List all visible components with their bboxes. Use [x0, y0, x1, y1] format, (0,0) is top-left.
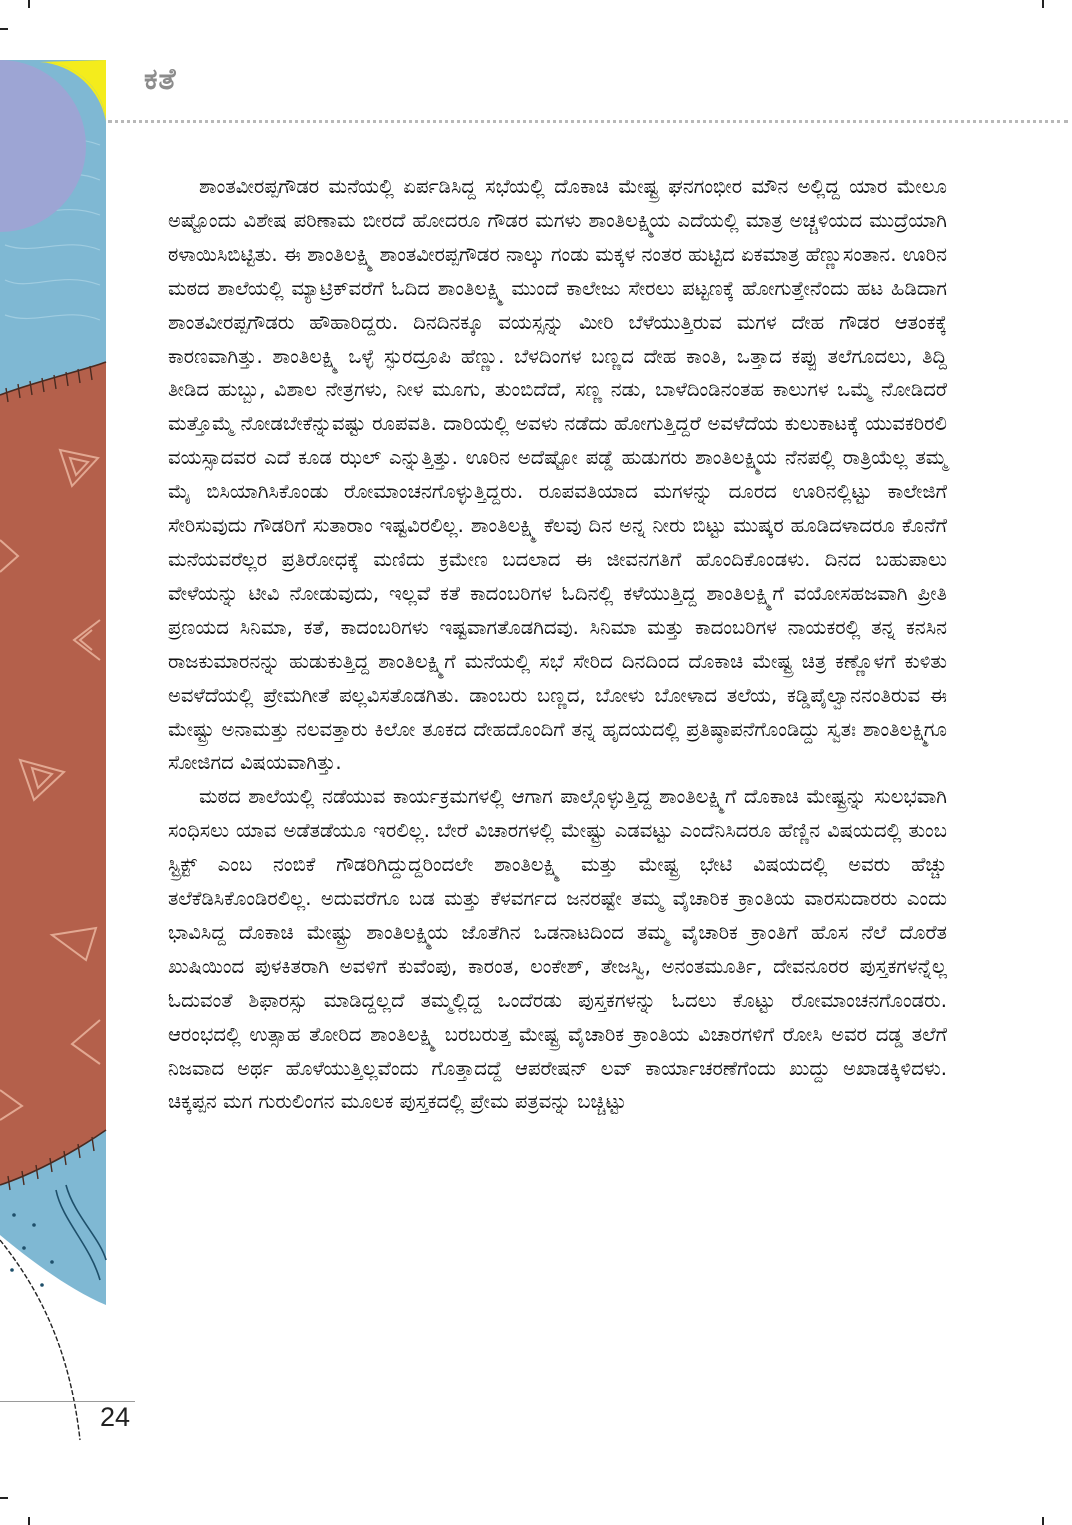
crop-mark	[1042, 1517, 1044, 1525]
page-number: 24	[100, 1402, 131, 1432]
story-body	[168, 170, 947, 1119]
story-paragraph: ಶಾಂತವೀರಪ್ಪಗೌಡರ ಮನೆಯಲ್ಲಿ ಏರ್ಪಡಿಸಿದ್ದ ಸಭೆಯಲ್ಲಿ ದೊಕಾಚಿ ಮೇಷ್ಟ್ರ ಘನಗಂಭೀರ ಮೌನ ಅಲ್ಲಿದ್ದ ಯಾರ ಮೇಲೂ ಅಷ್ಟೊಂದು ವಿಶೇಷ ಪರಿಣಾಮ ಬೀರದೆ ಹೋದರೂ ಗೌಡರ ಮಗಳು ಶಾಂತಿಲಕ್ಷ್ಮಿಯ ಎದೆಯಲ್ಲಿ ಮಾತ್ರ ಅಚ್ಚಳಿಯದ ಮುದ್ರೆಯಾಗಿ ಠಳಾಯಿಸಿಬಿಟ್ಟಿತು. ಈ ಶಾಂತಿಲಕ್ಷ್ಮಿ ಶಾಂತವೀರಪ್ಪಗೌಡರ ನಾಲ್ಕು ಗಂಡು ಮಕ್ಕಳ ನಂತರ ಹುಟ್ಟಿದ ಏಕಮಾತ್ರ ಹೆಣ್ಣುಸಂತಾನ. ಊರಿನ ಮಠದ ಶಾಲೆಯಲ್ಲಿ ಮ್ಯಾಟ್ರಿಕ್‌ವರೆಗೆ ಓದಿದ ಶಾಂತಿಲಕ್ಷ್ಮಿ ಮುಂದೆ ಕಾಲೇಜು ಸೇರಲು ಪಟ್ಟಣಕ್ಕೆ ಹೋಗುತ್ತೇನೆಂದು ಹಟ ಹಿಡಿದಾಗ ಶಾಂತವೀರಪ್ಪಗೌಡರು ಹೌಹಾರಿದ್ದರು. ದಿನದಿನಕ್ಕೂ ವಯಸ್ಸನ್ನು ಮೀರಿ ಬೆಳೆಯುತ್ತಿರುವ ಮಗಳ ದೇಹ ಗೌಡರ ಆತಂಕಕ್ಕೆ ಕಾರಣವಾಗಿತ್ತು. ಶಾಂತಿಲಕ್ಷ್ಮಿ ಒಳ್ಳೆ ಸ್ಫುರದ್ರೂಪಿ ಹೆಣ್ಣು. ಬೆಳದಿಂಗಳ ಬಣ್ಣದ ದೇಹ ಕಾಂತಿ, ಒತ್ತಾದ ಕಪ್ಪು ತಲೆಗೂದಲು, ತಿದ್ದಿ ತೀಡಿದ ಹುಬ್ಬು, ವಿಶಾಲ ನೇತ್ರಗಳು, ನೀಳ ಮೂಗು, ತುಂಬಿದೆದೆ, ಸಣ್ಣ ನಡು, ಬಾಳೆದಿಂಡಿನಂತಹ ಕಾಲುಗಳ ಒಮ್ಮೆ ನೋಡಿದರೆ ಮತ್ತೊಮ್ಮೆ ನೋಡಬೇಕೆನ್ನುವಷ್ಟು ರೂಪವತಿ. ದಾರಿಯಲ್ಲಿ ಅವಳು ನಡೆದು ಹೋಗುತ್ತಿದ್ದರೆ ಅವಳೆದೆಯ ಕುಲುಕಾಟಕ್ಕೆ ಯುವಕರಿರಲಿ ವಯಸ್ಸಾದವರ ಎದೆ ಕೂಡ ಝಲ್ ಎನ್ನುತ್ತಿತ್ತು. ಊರಿನ ಅದೆಷ್ಟೋ ಪಡ್ಡೆ ಹುಡುಗರು ಶಾಂತಿಲಕ್ಷ್ಮಿಯ ನೆನಪಲ್ಲಿ ರಾತ್ರಿಯೆಲ್ಲ ತಮ್ಮ ಮೈ ಬಿಸಿಯಾಗಿಸಿಕೊಂಡು ರೋಮಾಂಚನಗೊಳ್ಳುತ್ತಿದ್ದರು. ರೂಪವತಿಯಾದ ಮಗಳನ್ನು ದೂರದ ಊರಿನಲ್ಲಿಟ್ಟು ಕಾಲೇಜಿಗೆ ಸೇರಿಸುವುದು ಗೌಡರಿಗೆ ಸುತಾರಾಂ ಇಷ್ಟವಿರಲಿಲ್ಲ. ಶಾಂತಿಲಕ್ಷ್ಮಿ ಕೆಲವು ದಿನ ಅನ್ನ ನೀರು ಬಿಟ್ಟು ಮುಷ್ಕರ ಹೂಡಿದಳಾದರೂ ಕೊನೆಗೆ ಮನೆಯವರೆಲ್ಲರ ಪ್ರತಿರೋಧಕ್ಕೆ ಮಣಿದು ಕ್ರಮೇಣ ಬದಲಾದ ಈ ಜೀವನಗತಿಗೆ ಹೊಂದಿಕೊಂಡಳು. ದಿನದ ಬಹುಪಾಲು ವೇಳೆಯನ್ನು ಟೀವಿ ನೋಡುವುದು, ಇಲ್ಲವೆ ಕತೆ ಕಾದಂಬರಿಗಳ ಓದಿನಲ್ಲಿ ಕಳೆಯುತ್ತಿದ್ದ ಶಾಂತಿಲಕ್ಷ್ಮಿಗೆ ವಯೋಸಹಜವಾಗಿ ಪ್ರೀತಿ ಪ್ರಣಯದ ಸಿನಿಮಾ, ಕತೆ, ಕಾದಂಬರಿಗಳು ಇಷ್ಟವಾಗತೊಡಗಿದವು. ಸಿನಿಮಾ ಮತ್ತು ಕಾದಂಬರಿಗಳ ನಾಯಕರಲ್ಲಿ ತನ್ನ ಕನಸಿನ ರಾಜಕುಮಾರನನ್ನು ಹುಡುಕುತ್ತಿದ್ದ ಶಾಂತಿಲಕ್ಷ್ಮಿಗೆ ಮನೆಯಲ್ಲಿ ಸಭೆ ಸೇರಿದ ದಿನದಿಂದ ದೊಕಾಚಿ ಮೇಷ್ಟ್ರ ಚಿತ್ರ ಕಣ್ಣೊಳಗೆ ಕುಳಿತು ಅವಳೆದೆಯಲ್ಲಿ ಪ್ರೇಮಗೀತೆ ಪಲ್ಲವಿಸತೊಡಗಿತು. ಡಾಂಬರು ಬಣ್ಣದ, ಬೋಳು ಬೋಳಾದ ತಲೆಯ, ಕಡ್ಡಿಪೈಲ್ವಾನನಂತಿರುವ ಈ ಮೇಷ್ಟ್ರು ಅನಾಮತ್ತು ನಲವತ್ತಾರು ಕಿಲೋ ತೂಕದ ದೇಹದೊಂದಿಗೆ ತನ್ನ ಹೃದಯದಲ್ಲಿ ಪ್ರತಿಷ್ಠಾಪನೆಗೊಂಡಿದ್ದು ಸ್ವತಃ ಶಾಂತಿಲಕ್ಷ್ಮಿಗೂ ಸೋಜಿಗದ ವಿಷಯವಾಗಿತ್ತು.	[168, 175, 947, 775]
side-illustration	[0, 0, 140, 1450]
crop-mark	[1042, 0, 1044, 8]
crop-mark	[0, 1497, 8, 1499]
story-paragraph: ಮಠದ ಶಾಲೆಯಲ್ಲಿ ನಡೆಯುವ ಕಾರ್ಯಕ್ರಮಗಳಲ್ಲಿ ಆಗಾಗ ಪಾಲ್ಗೊಳ್ಳುತ್ತಿದ್ದ ಶಾಂತಿಲಕ್ಷ್ಮಿಗೆ ದೊಕಾಚಿ ಮೇಷ್ಟ್ರನ್ನು ಸುಲಭವಾಗಿ ಸಂಧಿಸಲು ಯಾವ ಅಡೆತಡೆಯೂ ಇರಲಿಲ್ಲ. ಬೇರೆ ವಿಚಾರಗಳಲ್ಲಿ ಮೇಷ್ಟ್ರು ಎಡವಟ್ಟು ಎಂದೆನಿಸಿದರೂ ಹೆಣ್ಣಿನ ವಿಷಯದಲ್ಲಿ ತುಂಬ ಸ್ಟ್ರಿಕ್ಟ್ ಎಂಬ ನಂಬಿಕೆ ಗೌಡರಿಗಿದ್ದುದ್ದರಿಂದಲೇ ಶಾಂತಿಲಕ್ಷ್ಮಿ ಮತ್ತು ಮೇಷ್ಟ್ರ ಭೇಟಿ ವಿಷಯದಲ್ಲಿ ಅವರು ಹೆಚ್ಚು ತಲೆಕೆಡಿಸಿಕೊಂಡಿರಲಿಲ್ಲ. ಅದುವರೆಗೂ ಬಡ ಮತ್ತು ಕೆಳವರ್ಗದ ಜನರಷ್ಟೇ ತಮ್ಮ ವೈಚಾರಿಕ ಕ್ರಾಂತಿಯ ವಾರಸುದಾರರು ಎಂದು ಭಾವಿಸಿದ್ದ ದೊಕಾಚಿ ಮೇಷ್ಟ್ರು ಶಾಂತಿಲಕ್ಷ್ಮಿಯ ಜೊತೆಗಿನ ಒಡನಾಟದಿಂದ ತಮ್ಮ ವೈಚಾರಿಕ ಕ್ರಾಂತಿಗೆ ಹೊಸ ನೆಲೆ ದೊರೆತ ಖುಷಿಯಿಂದ ಪುಳಕಿತರಾಗಿ ಅವಳಿಗೆ ಕುವೆಂಪು, ಕಾರಂತ, ಲಂಕೇಶ್, ತೇಜಸ್ವಿ, ಅನಂತಮೂರ್ತಿ, ದೇವನೂರರ ಪುಸ್ತಕಗಳನ್ನೆಲ್ಲ ಓದುವಂತೆ ಶಿಫಾರಸ್ಸು ಮಾಡಿದ್ದಲ್ಲದೆ ತಮ್ಮಲ್ಲಿದ್ದ ಒಂದೆರಡು ಪುಸ್ತಕಗಳನ್ನು ಓದಲು ಕೊಟ್ಟು ರೋಮಾಂಚನಗೊಂಡರು. ಆರಂಭದಲ್ಲಿ ಉತ್ಸಾಹ ತೋರಿದ ಶಾಂತಿಲಕ್ಷ್ಮಿ ಬರಬರುತ್ತ ಮೇಷ್ಟ್ರ ವೈಚಾರಿಕ ಕ್ರಾಂತಿಯ ವಿಚಾರಗಳಿಗೆ ರೋಸಿ ಅವರ ದಡ್ಡ ತಲೆಗೆ ನಿಜವಾದ ಅರ್ಥ ಹೊಳೆಯುತ್ತಿಲ್ಲವೆಂದು ಗೊತ್ತಾದದ್ದೆ ಆಪರೇಷನ್ ಲವ್ ಕಾರ್ಯಾಚರಣೆಗೆಂದು ಖುದ್ದು ಅಖಾಡಕ್ಕಿಳಿದಳು. ಚಿಕ್ಕಪ್ಪನ ಮಗ ಗುರುಲಿಂಗನ ಮೂಲಕ ಪುಸ್ತಕದಲ್ಲಿ ಪ್ರೇಮ ಪತ್ರವನ್ನು ಬಚ್ಚಿಟ್ಟು	[168, 785, 947, 1114]
section-label: ಕತೆ	[144, 62, 177, 97]
crop-mark	[28, 1517, 30, 1525]
dotted-divider	[108, 120, 1068, 123]
